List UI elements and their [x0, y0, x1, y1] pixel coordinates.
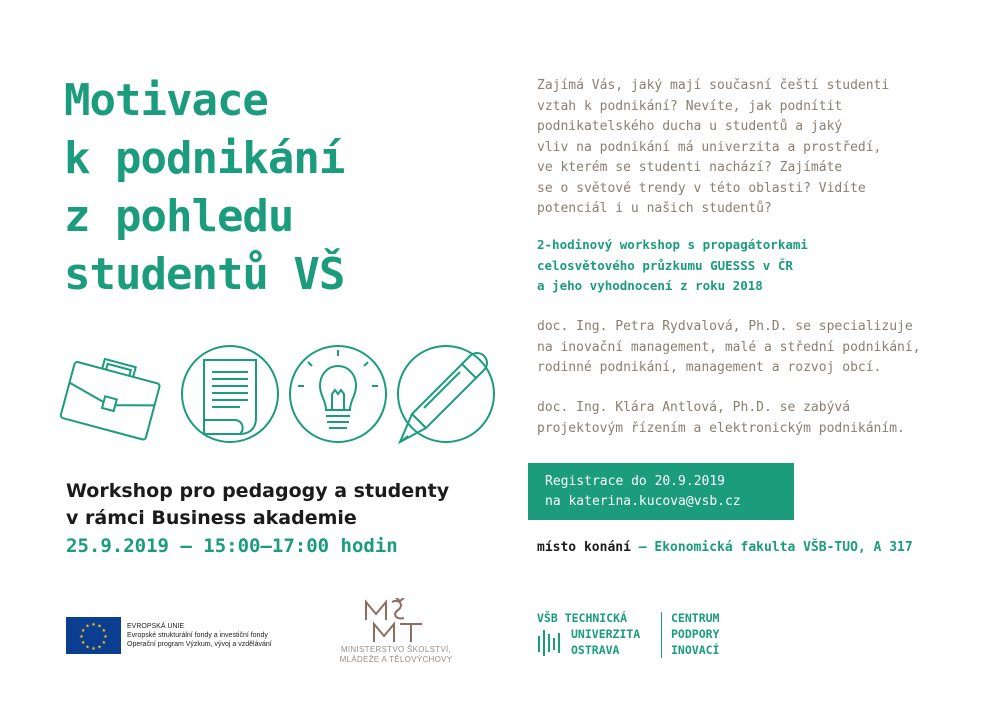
registration-deadline: Registrace do 20.9.2019	[545, 474, 726, 489]
svg-text:★: ★	[91, 646, 96, 652]
lightbulb-icon	[282, 338, 394, 450]
vsb-logo	[537, 610, 747, 664]
vsb-logo-line: OSTRAVA	[571, 643, 620, 657]
msmt-mark-icon	[360, 598, 430, 644]
vsb-divider	[661, 612, 662, 658]
text-line: Evropské strukturální fondy a investiční fondy	[127, 632, 268, 639]
title-line: studentů VŠ	[64, 249, 345, 300]
text-line: vliv na podnikání má univerzita a prostředí,	[537, 139, 882, 155]
text-line: celosvětového průzkumu GUESSS v ČR	[537, 257, 793, 273]
svg-text:★: ★	[101, 628, 107, 634]
text-line: projektovým řízením a elektronickým podnikáním.	[537, 420, 905, 436]
briefcase-icon	[56, 338, 168, 450]
svg-text:★: ★	[97, 623, 102, 630]
text-line: MLÁDEŽE A TĚLOVÝCHOVY	[339, 655, 453, 664]
eu-logo	[66, 617, 276, 657]
text-line: na inovační management, malé a střední podnikání,	[537, 339, 921, 355]
workshop-datetime: 25.9.2019 – 15:00–17:00 hodin	[66, 535, 398, 557]
text-line: rodinné podnikání, management a rozvoj obcí.	[537, 360, 882, 375]
vsb-logo-line: UNIVERZITA	[571, 627, 641, 641]
svg-text:★: ★	[85, 644, 90, 651]
workshop-line-1: Workshop pro pedagogy a studenty	[66, 480, 450, 502]
eu-flag-icon	[66, 617, 121, 654]
title-line: Motivace	[64, 75, 268, 126]
eu-logo-text	[127, 622, 272, 649]
text-line: a jeho vyhodnocení z roku 2018	[537, 278, 763, 293]
vsb-bars-icon	[538, 630, 566, 656]
text-line: PODPORY	[671, 627, 720, 641]
text-line: se o světové trendy v této oblasti? Vidíte	[537, 180, 866, 196]
text-line: Operační program Výzkum, vývoj a vzdělávání	[127, 641, 272, 648]
title-line: z pohledu	[64, 191, 294, 242]
venue-value: – Ekonomická fakulta VŠB-TUO, A 317	[630, 540, 913, 555]
svg-text:★: ★	[103, 634, 108, 640]
venue-info	[537, 540, 913, 555]
poster-title	[64, 72, 484, 304]
speaker-bio-antlova	[537, 398, 977, 439]
text-line: 2-hodinový workshop s propagátorkami	[537, 237, 808, 252]
text-line: doc. Ing. Petra Rydvalová, Ph.D. se specializuje	[537, 319, 913, 334]
text-line: Zajímá Vás, jaký mají současní čeští studenti	[537, 78, 890, 93]
title-line: k podnikání	[64, 133, 345, 184]
icon-row	[56, 338, 486, 450]
document-icon	[174, 338, 286, 450]
text-line: CENTRUM	[671, 611, 720, 625]
intro-paragraph	[537, 76, 977, 220]
msmt-logo	[320, 598, 470, 668]
svg-text:★: ★	[97, 644, 102, 651]
text-line: doc. Ing. Klára Antlová, Ph.D. se zabývá	[537, 400, 851, 415]
svg-text:★: ★	[91, 622, 96, 628]
vsb-centrum-text	[671, 610, 719, 658]
text-line: potenciál i u našich studentů?	[537, 201, 772, 216]
registration-email-link[interactable]: na katerina.kucova@vsb.cz	[545, 494, 741, 509]
svg-text:★: ★	[101, 640, 107, 646]
text-line: EVROPSKÁ UNIE	[127, 623, 185, 630]
text-line: INOVACÍ	[671, 643, 720, 657]
text-line: MINISTERSTVO ŠKOLSTVÍ,	[340, 645, 452, 654]
text-line: ve kterém se studenti nachází? Zajímáte	[537, 160, 843, 175]
pen-icon	[390, 338, 502, 450]
text-line: podnikatelského ducha u studentů a jaký	[537, 119, 843, 134]
svg-text:★: ★	[80, 628, 86, 634]
venue-label: místo konání	[537, 540, 631, 555]
workshop-line-2: v rámci Business akademie	[66, 507, 357, 529]
vsb-logo-line: VŠB TECHNICKÁ	[537, 611, 628, 625]
svg-text:★: ★	[80, 640, 86, 646]
svg-text:★: ★	[85, 623, 90, 630]
speaker-bio-rydvalova	[537, 317, 977, 379]
text-line: vztah k podnikání? Nevíte, jak podnítit	[537, 98, 843, 114]
workshop-description	[537, 235, 977, 297]
msmt-logo-text	[326, 645, 466, 665]
registration-box	[528, 463, 794, 520]
svg-text:★: ★	[79, 634, 84, 640]
